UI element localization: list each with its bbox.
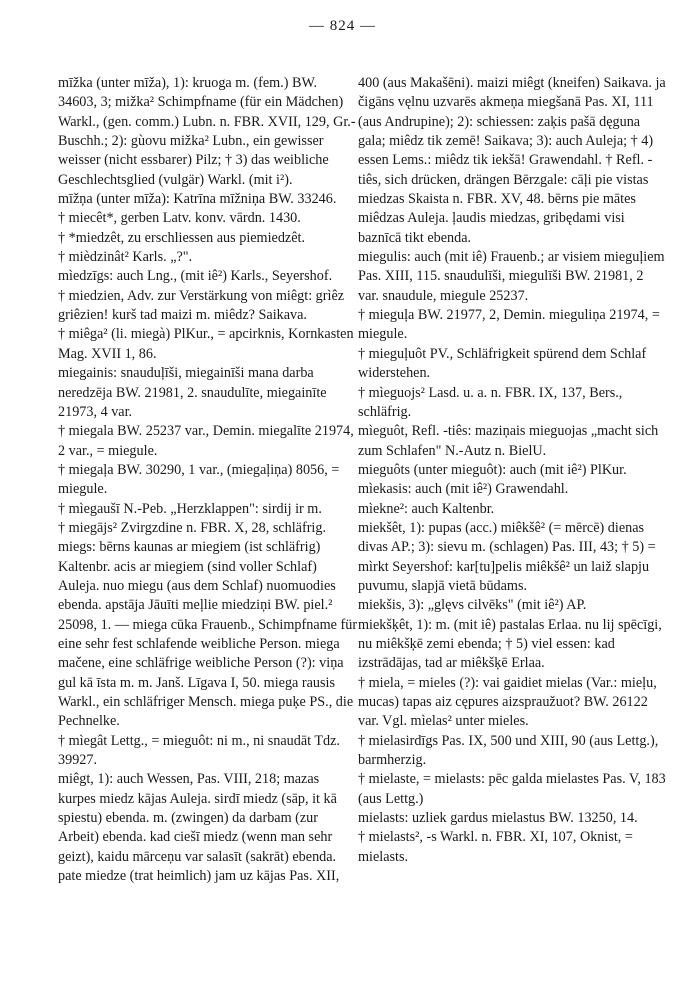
dictionary-entry: † miecêt*, gerben Latv. konv. vārdn. 1430.: [58, 210, 301, 227]
dictionary-entry: mīžka (unter mīža), 1): kruoga m. (fem.) BW. 34603, 3; mižka² Schimpfname (für ein Mädchen) Warkl., (gen. comm.) Lubn. n. FBR. XVII, 129, Gr.-Buschh.; 2): gùovu mižka² Lubn., ein gewisser weisser (nicht essbarer) Pilz; † 3) das weibliche Geschlechtsglied (vulgär) Warkl. (mit i²).: [58, 75, 356, 188]
dictionary-entry: miegulis: auch (mit iê) Frauenb.; ar visiem mieguļiem Pas. XIII, 115. snaudulīši, miegulīši BW. 21981, 2 var. snaudule, miegule 25237.: [358, 249, 665, 304]
dictionary-entry: miekšis, 3): „glęvs cilvēks" (mit iê²) AP.: [358, 597, 587, 614]
dictionary-entry: 400 (aus Makašēni). maizi miêgt (kneifen) Saikava. ja čigāns vęlnu uzvarēs akmeņa miegšanā Pas. XI, 111 (aus Andrupine); 2): schiessen: zaķis pašā dęguna gala; miêdz tik zemē! Saikava; 3): auch Auleja; † 4) essen Lems.: miêdz tik iekšā! Grawendahl. † Refl. -tiês, sich drücken, drängen Bērzgale: cāļi pie vistas miedzas Skaista n. FBR. XV, 48. bērns pie mātes miêdzas Auleja. ļaudis miedzas, gribędami visi baznīcā tikt ebenda.: [358, 75, 666, 246]
dictionary-entry: † mielaste, = mielasts: pēc galda mielastes Pas. V, 183 (aus Lettg.): [358, 771, 666, 807]
left-column: [58, 74, 358, 886]
right-column: [358, 74, 666, 867]
dictionary-entry: † miêga² (li. miegà) PlKur., = apcirknis, Kornkasten Mag. XVII 1, 86.: [58, 326, 354, 362]
dictionary-entry: † miedzien, Adv. zur Verstärkung von miêgt: grìêz griêzien! kurš tad maizi m. miêdz? Saikava.: [58, 287, 345, 324]
dictionary-entry: † mielasts², -s Warkl. n. FBR. XI, 107, Oknist, = mielasts.: [358, 829, 633, 865]
dictionary-entry: † miegaļa BW. 30290, 1 var., (miegaļiņa) 8056, = miegule.: [58, 461, 340, 498]
dictionary-entry: † miela, = mieles (?): vai gaidiet mielas (Var.: mieļu, mucas) tapas aiz cępures aizspraužuot? BW. 26122 var. Vgl. mìelas² unter mieles.: [358, 674, 657, 730]
dictionary-entry: miegs: bērns kaunas ar miegiem (ist schläfrig) Kaltenbr. acis ar miegiem (sind voller Schlaf) Auleja. nuo miegu (aus dem Schlaf) nuomuodies ebenda. apstāja Jāuīti meļlie miedziņi BW. piel.² 25098, 1. — miega cūka Frauenb., Schimpfname für eine sehr fest schlafende weibliche Person. miega mačene, eine schläfrige weibliche Person (?): viņa gul kā īsta m. m. Janš. Līgava I, 50. miega rausis Warkl., ein schläfriger Mensch. miega puķe PS., die Pechnelke.: [58, 539, 358, 730]
dictionary-entry: † *miedzêt, zu erschliessen aus piemiedzêt.: [58, 229, 306, 246]
dictionary-entry: † mìegât Lettg., = mieguôt: ni m., ni snaudāt Tdz. 39927.: [58, 732, 340, 769]
dictionary-entry: † miegājs² Zvirgzdine n. FBR. X, 28, schläfrig.: [58, 519, 327, 536]
dictionary-entry: mīžņa (unter mīža): Katrīna mīžniņa BW. 33246.: [58, 191, 337, 208]
dictionary-entry: † mièdzinât² Karls. „?".: [58, 249, 193, 266]
page-number: — 824 —: [309, 18, 376, 34]
dictionary-entry: mieguôts (unter mieguôt): auch (mit iê²) PlKur.: [358, 461, 627, 478]
dictionary-entry: miekšêt, 1): pupas (acc.) miêkšê² (= mērcē) dienas divas AP.; 3): sievu m. (schlagen) Pas. III, 43; † 5) = mìrkt Seyershof: kar[tu]pelis miêkšê² un laiž slapju puvumu, slapjā vietā būdams.: [358, 519, 656, 594]
dictionary-entry: mìedzīgs: auch Lng., (mit iê²) Karls., Seyershof.: [58, 268, 333, 285]
dictionary-entry: † mìegaušī N.-Peb. „Herzklappen": sirdij ir m.: [58, 500, 322, 517]
dictionary-entry: miegainis: snauduļīši, miegainīši mana darba neredzēja BW. 21981, 2. snaudulīte, miegainīte 21973, 4 var.: [58, 365, 327, 420]
dictionary-entry: † mieguļuôt PV., Schläfrigkeit spürend dem Schlaf widerstehen.: [358, 345, 647, 382]
dictionary-entry: mìeguôt, Refl. -tiês: maziņais mieguojas „macht sich zum Schlafen" N.-Autz n. BielU.: [358, 423, 659, 459]
dictionary-entry: mìekasis: auch (mit iê²) Grawendahl.: [358, 481, 569, 498]
dictionary-entry: † miegala BW. 25237 var., Demin. miegalīte 21974, 2 var., = miegule.: [58, 423, 354, 459]
dictionary-entry: mielasts: uzliek gardus mielastus BW. 13250, 14.: [358, 810, 638, 827]
dictionary-entry: miekšķêt, 1): m. (mit iê) pastalas Erlaa. nu lij spēcīgi, nu miêkšķē zemi ebenda; † 5) viel essen: kad izstrādājas, tad ar miêkšķē Erlaa.: [358, 616, 662, 672]
dictionary-entry: † mìeguojs² Lasd. u. a. n. FBR. IX, 137, Bers., schläfrig.: [358, 384, 623, 420]
dictionary-entry: † mielasirdīgs Pas. IX, 500 und XIII, 90 (aus Lettg.), barmherzig.: [358, 732, 659, 769]
dictionary-entry: † mieguļa BW. 21977, 2, Demin. mieguliņa 21974, = miegule.: [358, 307, 660, 343]
dictionary-entry: mìekne²: auch Kaltenbr.: [358, 500, 495, 517]
dictionary-entry: miêgt, 1): auch Wessen, Pas. VIII, 218; mazas kurpes miedz kājas Auleja. sirdī miedz (sāp, it kā spiestu) ebenda. m. (zwingen) da darbam (zur Arbeit) ebenda. kad ciešī miedz (wenn man sehr geizt), kaidu mārceņu var salasīt (sakrāt) ebenda. pate miedze (trat heimlich) jam uz kājas Pas. XII,: [58, 771, 340, 885]
